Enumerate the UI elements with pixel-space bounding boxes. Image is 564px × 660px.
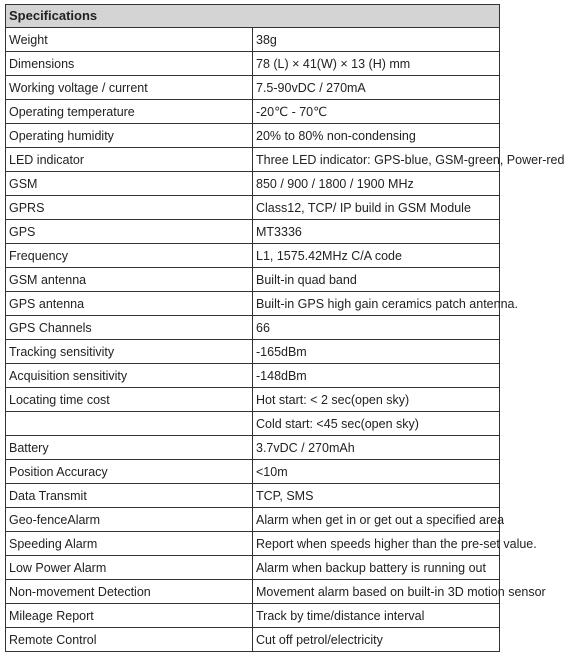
spec-label: Remote Control bbox=[6, 628, 253, 652]
table-row bbox=[6, 124, 500, 148]
table-row bbox=[6, 508, 500, 532]
table-row bbox=[6, 532, 500, 556]
spec-value: Cold start: <45 sec(open sky) bbox=[253, 412, 500, 436]
spec-value: Three LED indicator: GPS-blue, GSM-green, Power-red bbox=[253, 148, 500, 172]
spec-value: Movement alarm based on built-in 3D motion sensor bbox=[253, 580, 500, 604]
table-row bbox=[6, 172, 500, 196]
spec-value: 38g bbox=[253, 28, 500, 52]
spec-value: 850 / 900 / 1800 / 1900 MHz bbox=[253, 172, 500, 196]
spec-label: Dimensions bbox=[6, 52, 253, 76]
table-row bbox=[6, 340, 500, 364]
spec-value: Track by time/distance interval bbox=[253, 604, 500, 628]
spec-value: -20℃ - 70℃ bbox=[253, 100, 500, 124]
table-row bbox=[6, 316, 500, 340]
spec-label: Operating temperature bbox=[6, 100, 253, 124]
spec-value: 78 (L) × 41(W) × 13 (H) mm bbox=[253, 52, 500, 76]
spec-value: Report when speeds higher than the pre-set value. bbox=[253, 532, 500, 556]
table-row bbox=[6, 628, 500, 652]
spec-label: Tracking sensitivity bbox=[6, 340, 253, 364]
table-row bbox=[6, 148, 500, 172]
specifications-section bbox=[5, 4, 564, 652]
table-row bbox=[6, 28, 500, 52]
table-row bbox=[6, 292, 500, 316]
table-row bbox=[6, 52, 500, 76]
spec-label: Acquisition sensitivity bbox=[6, 364, 253, 388]
table-row bbox=[6, 484, 500, 508]
spec-value: 7.5-90vDC / 270mA bbox=[253, 76, 500, 100]
table-row bbox=[6, 100, 500, 124]
spec-value: Built-in quad band bbox=[253, 268, 500, 292]
spec-label: Data Transmit bbox=[6, 484, 253, 508]
spec-label: Operating humidity bbox=[6, 124, 253, 148]
table-row bbox=[6, 220, 500, 244]
table-row bbox=[6, 556, 500, 580]
spec-label: GPRS bbox=[6, 196, 253, 220]
spec-value: Alarm when get in or get out a specified area bbox=[253, 508, 500, 532]
table-row bbox=[6, 460, 500, 484]
spec-label: Weight bbox=[6, 28, 253, 52]
spec-label: Geo-fenceAlarm bbox=[6, 508, 253, 532]
spec-label: Locating time cost bbox=[6, 388, 253, 412]
table-row bbox=[6, 268, 500, 292]
table-row bbox=[6, 76, 500, 100]
table-row bbox=[6, 604, 500, 628]
spec-value: Hot start: < 2 sec(open sky) bbox=[253, 388, 500, 412]
spec-value: 20% to 80% non-condensing bbox=[253, 124, 500, 148]
table-row bbox=[6, 364, 500, 388]
spec-label: Non-movement Detection bbox=[6, 580, 253, 604]
spec-label: Frequency bbox=[6, 244, 253, 268]
spec-value: <10m bbox=[253, 460, 500, 484]
spec-label: Low Power Alarm bbox=[6, 556, 253, 580]
spec-value: 66 bbox=[253, 316, 500, 340]
spec-label: GSM bbox=[6, 172, 253, 196]
spec-label: Battery bbox=[6, 436, 253, 460]
spec-label: LED indicator bbox=[6, 148, 253, 172]
table-row bbox=[6, 388, 500, 412]
spec-label bbox=[6, 412, 253, 436]
spec-label: Position Accuracy bbox=[6, 460, 253, 484]
table-row bbox=[6, 196, 500, 220]
specifications-table bbox=[5, 4, 564, 652]
spec-value: Class12, TCP/ IP build in GSM Module bbox=[253, 196, 500, 220]
spec-value: L1, 1575.42MHz C/A code bbox=[253, 244, 500, 268]
spec-label: Mileage Report bbox=[6, 604, 253, 628]
spec-value: -165dBm bbox=[253, 340, 500, 364]
spec-value: -148dBm bbox=[253, 364, 500, 388]
spec-value: Cut off petrol/electricity bbox=[253, 628, 500, 652]
table-header: Specifications bbox=[6, 5, 500, 28]
table-row bbox=[6, 244, 500, 268]
spec-label: GPS antenna bbox=[6, 292, 253, 316]
spec-label: Working voltage / current bbox=[6, 76, 253, 100]
spec-label: Speeding Alarm bbox=[6, 532, 253, 556]
table-header-row bbox=[6, 5, 500, 28]
spec-value: Built-in GPS high gain ceramics patch antenna. bbox=[253, 292, 500, 316]
table-row bbox=[6, 412, 500, 436]
spec-value: MT3336 bbox=[253, 220, 500, 244]
spec-label: GPS Channels bbox=[6, 316, 253, 340]
spec-label: GPS bbox=[6, 220, 253, 244]
spec-value: TCP, SMS bbox=[253, 484, 500, 508]
spec-value: Alarm when backup battery is running out bbox=[253, 556, 500, 580]
table-row bbox=[6, 580, 500, 604]
table-row bbox=[6, 436, 500, 460]
spec-label: GSM antenna bbox=[6, 268, 253, 292]
spec-value: 3.7vDC / 270mAh bbox=[253, 436, 500, 460]
